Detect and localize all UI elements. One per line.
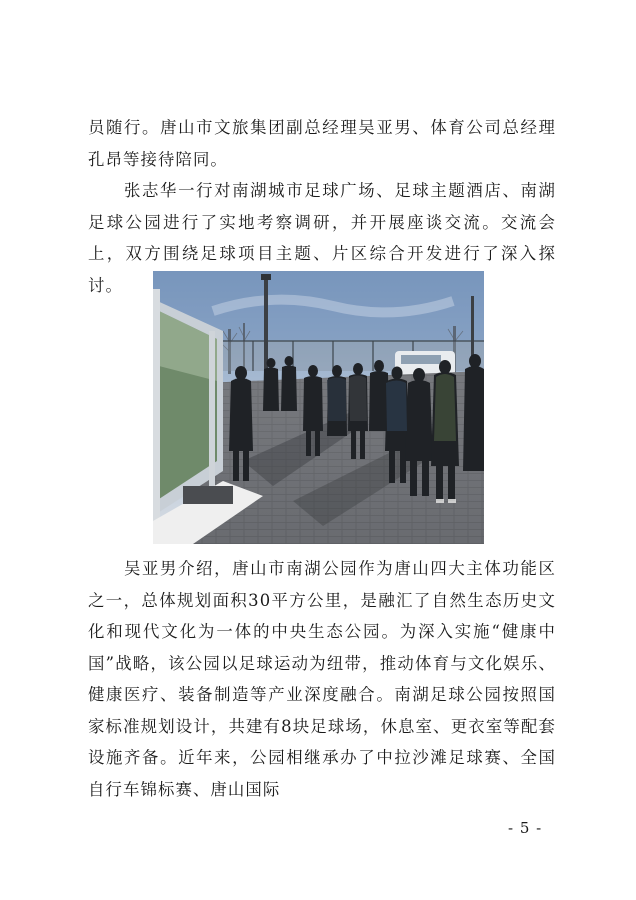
site-visit-photo — [153, 271, 484, 544]
paragraph-1: 员随行。唐山市文旅集团副总经理吴亚男、体育公司总经理孔昂等接待陪同。 — [88, 118, 556, 169]
paragraph-3: 吴亚男介绍，唐山市南湖公园作为唐山四大主体功能区之一，总体规划面积30平方公里，是融汇了自然生态历史文化和现代文化为一体的中央生态公园。为深入实施“健康中国”战略，该公园以足球运动为纽带，推动体育与文化娱乐、健康医疗、装备制造等产业深度融合。南湖足球公园按照国家标准规划设计，共建有8块足球场，休息室、更衣室等配套设施齐备。近年来，公园相继承办了中拉沙滩足球赛、全国自行车锦标赛、唐山国际 — [88, 559, 556, 799]
photo-illustration — [153, 271, 484, 544]
paragraph-2: 张志华一行对南湖城市足球广场、足球主题酒店、南湖足球公园进行了实地考察调研，并开展座谈交流。交流会上，双方围绕足球项目主题、片区综合开发进行了深入探讨。 — [88, 181, 556, 295]
page-number: - 5 - — [508, 819, 543, 837]
